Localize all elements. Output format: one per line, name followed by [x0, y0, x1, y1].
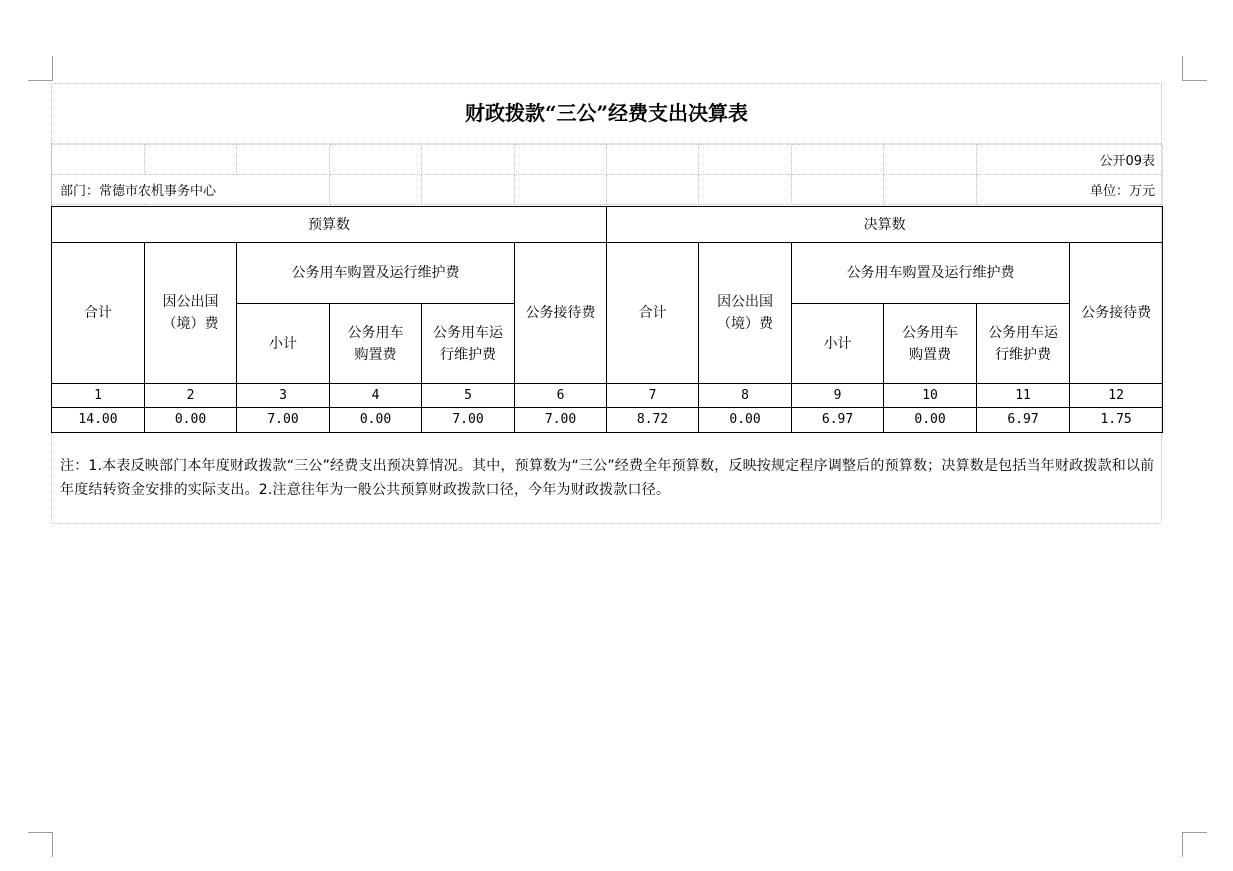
- column-number[interactable]: 6: [515, 384, 607, 408]
- grid-cell[interactable]: [422, 175, 515, 205]
- budget-subtotal-header[interactable]: 小计: [237, 304, 330, 384]
- column-number-row: [52, 384, 1163, 408]
- value-cell[interactable]: 7.00: [515, 408, 607, 433]
- grid-cell[interactable]: [145, 145, 237, 175]
- grid-cell[interactable]: [792, 175, 884, 205]
- footnote: 注：1.本表反映部门本年度财政拨款“三公”经费支出预决算情况。其中，预算数为“三公”经费全年预算数，反映按规定程序调整后的预算数；决算数是包括当年财政拨款和以前年度结转资金安排的实际支出。2.注意往年为一般公共预算财政拨款口径，今年为财政拨款口径。: [60, 458, 1155, 498]
- column-number[interactable]: 2: [145, 384, 237, 408]
- spreadsheet-page: [51, 83, 1162, 524]
- value-cell[interactable]: 7.00: [422, 408, 515, 433]
- value-cell[interactable]: 0.00: [330, 408, 422, 433]
- budget-abroad-header[interactable]: 因公出国（境）费: [145, 243, 237, 384]
- column-number[interactable]: 10: [884, 384, 977, 408]
- column-number[interactable]: 11: [977, 384, 1070, 408]
- column-number[interactable]: 12: [1070, 384, 1163, 408]
- crop-mark-top-left: [28, 56, 53, 81]
- value-cell[interactable]: 7.00: [237, 408, 330, 433]
- group-header-row: [52, 207, 1163, 243]
- final-abroad-header[interactable]: 因公出国（境）费: [699, 243, 792, 384]
- value-cell[interactable]: 0.00: [699, 408, 792, 433]
- column-number[interactable]: 3: [237, 384, 330, 408]
- grid-cell[interactable]: [884, 175, 977, 205]
- grid-cell[interactable]: [699, 145, 792, 175]
- column-number[interactable]: 7: [607, 384, 699, 408]
- page-title: 财政拨款“三公”经费支出决算表: [52, 84, 1161, 144]
- crop-mark-top-right: [1182, 56, 1207, 81]
- value-cell[interactable]: 6.97: [792, 408, 884, 433]
- header-info-grid: [51, 144, 1163, 205]
- final-total-header[interactable]: 合计: [607, 243, 699, 384]
- budget-reception-header[interactable]: 公务接待费: [515, 243, 607, 384]
- grid-cell[interactable]: [515, 145, 607, 175]
- crop-mark-bottom-left: [28, 832, 53, 857]
- final-subtotal-header[interactable]: 小计: [792, 304, 884, 384]
- grid-cell[interactable]: [330, 175, 422, 205]
- column-number[interactable]: 8: [699, 384, 792, 408]
- final-vehicle-header[interactable]: 公务用车购置及运行维护费: [792, 243, 1070, 304]
- budget-group-header[interactable]: 预算数: [52, 207, 607, 243]
- value-cell[interactable]: 14.00: [52, 408, 145, 433]
- value-cell[interactable]: 8.72: [607, 408, 699, 433]
- grid-cell[interactable]: [237, 145, 330, 175]
- expense-table: [51, 206, 1163, 433]
- column-number[interactable]: 1: [52, 384, 145, 408]
- table-no-row: [52, 145, 1163, 175]
- grid-cell[interactable]: [52, 145, 145, 175]
- final-group-header[interactable]: 决算数: [607, 207, 1163, 243]
- header-row-1: [52, 243, 1163, 304]
- budget-vehicle-operation-header[interactable]: 公务用车运行维护费: [422, 304, 515, 384]
- budget-vehicle-purchase-header[interactable]: 公务用车购置费: [330, 304, 422, 384]
- column-number[interactable]: 9: [792, 384, 884, 408]
- value-cell[interactable]: 1.75: [1070, 408, 1163, 433]
- grid-cell[interactable]: [515, 175, 607, 205]
- final-reception-header[interactable]: 公务接待费: [1070, 243, 1163, 384]
- table-number-label[interactable]: 公开09表: [977, 145, 1163, 175]
- unit-label[interactable]: 单位：万元: [977, 175, 1163, 205]
- grid-cell[interactable]: [330, 145, 422, 175]
- grid-cell[interactable]: [884, 145, 977, 175]
- value-row: [52, 408, 1163, 433]
- grid-cell[interactable]: [422, 145, 515, 175]
- department-label[interactable]: 部门：常德市农机事务中心: [52, 175, 330, 205]
- budget-vehicle-header[interactable]: 公务用车购置及运行维护费: [237, 243, 515, 304]
- grid-cell[interactable]: [607, 175, 699, 205]
- value-cell[interactable]: 0.00: [145, 408, 237, 433]
- budget-total-header[interactable]: 合计: [52, 243, 145, 384]
- value-cell[interactable]: 0.00: [884, 408, 977, 433]
- department-row: [52, 175, 1163, 205]
- crop-mark-bottom-right: [1182, 832, 1207, 857]
- grid-cell[interactable]: [792, 145, 884, 175]
- column-number[interactable]: 5: [422, 384, 515, 408]
- grid-cell[interactable]: [607, 145, 699, 175]
- final-vehicle-operation-header[interactable]: 公务用车运行维护费: [977, 304, 1070, 384]
- value-cell[interactable]: 6.97: [977, 408, 1070, 433]
- column-number[interactable]: 4: [330, 384, 422, 408]
- grid-cell[interactable]: [699, 175, 792, 205]
- final-vehicle-purchase-header[interactable]: 公务用车购置费: [884, 304, 977, 384]
